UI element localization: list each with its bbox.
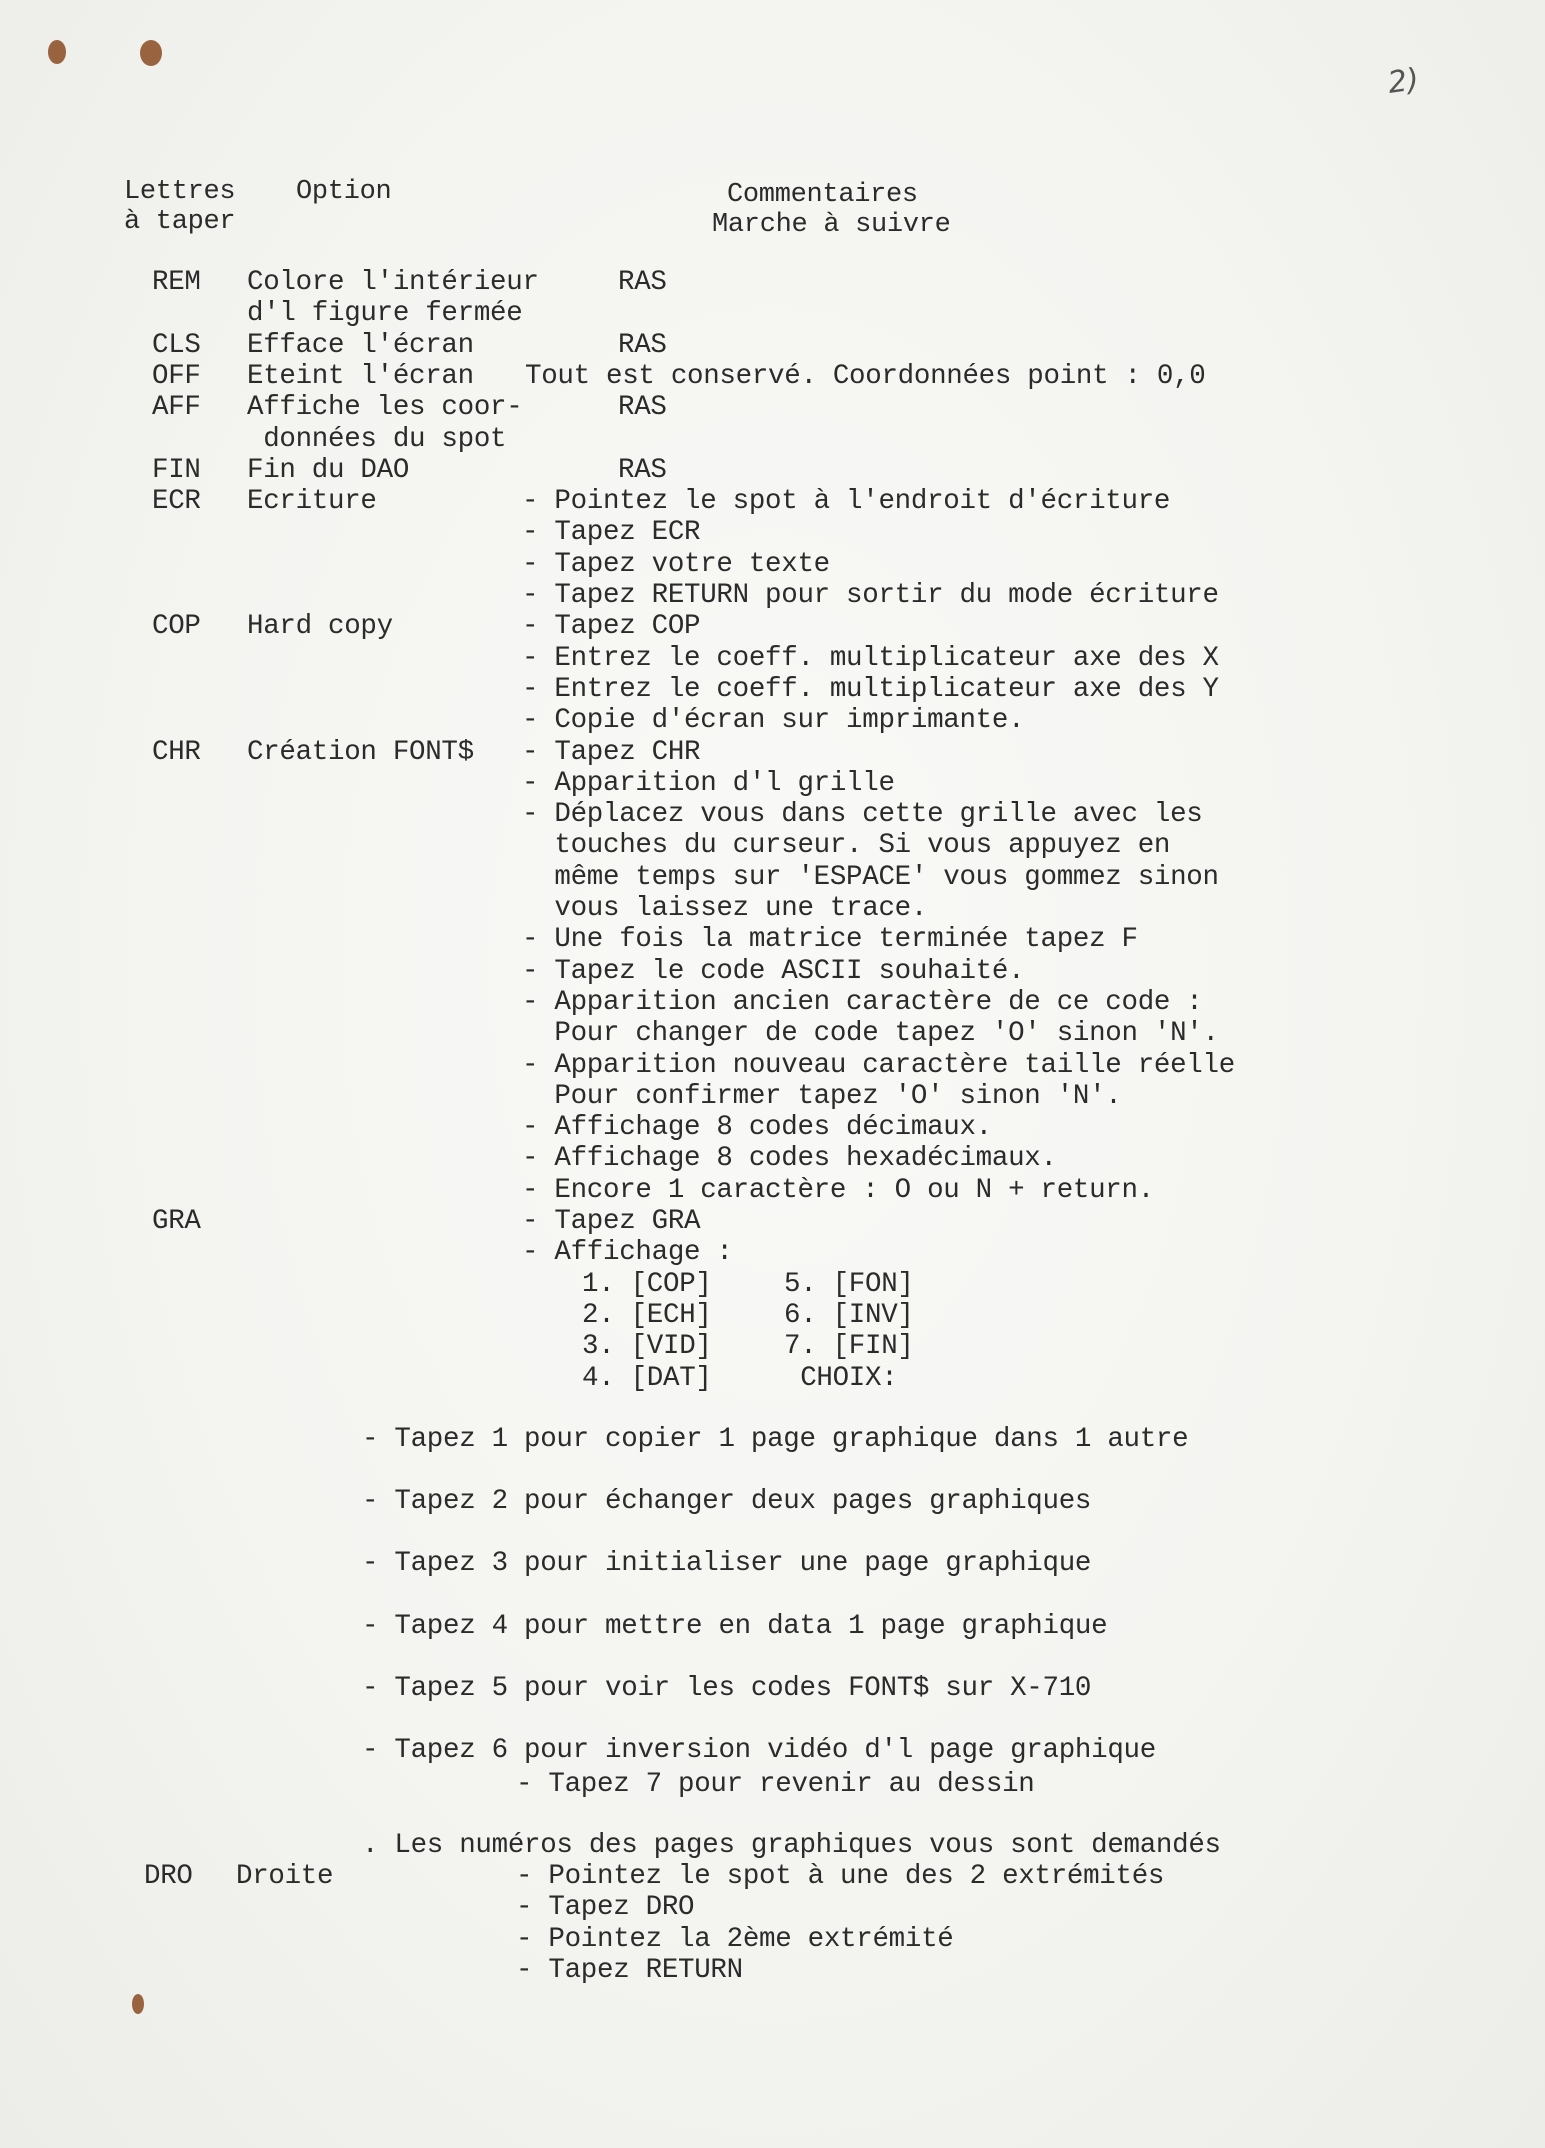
comment-text: - Tapez CHR — [522, 736, 701, 768]
page-number: 2) — [1385, 62, 1422, 101]
menu-option: CHOIX: — [784, 1362, 898, 1394]
comment-text: - Pointez le spot à l'endroit d'écriture — [522, 486, 1171, 518]
command-option: Efface l'écran — [247, 329, 474, 361]
menu-option: 6. [INV] — [784, 1299, 914, 1331]
command-code: COP — [152, 611, 201, 643]
dro-code: DRO — [144, 1861, 193, 1892]
menu-option: 3. [VID] — [582, 1331, 712, 1363]
command-option: Fin du DAO — [247, 454, 410, 486]
header-col1-line1: Lettres — [124, 177, 236, 207]
header-col3-line2: Marche à suivre — [712, 210, 951, 240]
comment-text: Pour changer de code tapez 'O' sinon 'N'. — [522, 1018, 1219, 1050]
command-option: données du spot — [247, 423, 507, 455]
command-option: Hard copy — [247, 611, 393, 643]
command-code: AFF — [152, 392, 201, 424]
dro-step: - Pointez la 2ème extrémité — [516, 1923, 954, 1955]
command-code: REM — [152, 267, 201, 298]
command-option: Création FONT$ — [247, 736, 474, 768]
command-option: Eteint l'écran — [247, 360, 474, 392]
command-option: d'l figure fermée — [247, 298, 523, 330]
command-option: Affiche les coor- — [247, 392, 523, 424]
dro-step: - Pointez le spot à une des 2 extrémités — [516, 1861, 1165, 1892]
comment-text: - Tapez RETURN pour sortir du mode écriture — [522, 580, 1219, 611]
menu-option: 4. [DAT] — [582, 1362, 712, 1394]
gra-step: - Tapez 2 pour échanger deux pages graphiques — [362, 1486, 1092, 1518]
comment-text: touches du curseur. Si vous appuyez en — [522, 830, 1171, 862]
comment-text: - Affichage : — [522, 1237, 733, 1269]
comment-text: Tout est conservé. Coordonnées point : 0,0 — [525, 360, 1206, 392]
comment-text: même temps sur 'ESPACE' vous gommez sinon — [522, 861, 1219, 893]
comment-text: - Tapez GRA — [522, 1206, 701, 1237]
header-col1-line2: à taper — [124, 207, 236, 237]
comment-text: - Affichage 8 codes décimaux. — [522, 1112, 992, 1144]
comment-text: - Copie d'écran sur imprimante. — [522, 705, 1025, 737]
gra-step: - Tapez 5 pour voir les codes FONT$ sur X-710 — [362, 1672, 1092, 1704]
menu-option: 1. [COP] — [582, 1268, 712, 1300]
stain-mark — [48, 40, 66, 64]
comment-text: - Apparition nouveau caractère taille réelle — [522, 1049, 1235, 1081]
comment-text: - Entrez le coeff. multiplicateur axe des Y — [522, 673, 1219, 705]
comment-text: Pour confirmer tapez 'O' sinon 'N'. — [522, 1080, 1122, 1112]
comment-text: - Une fois la matrice terminée tapez F — [522, 924, 1138, 956]
comment-ras: RAS — [618, 454, 667, 486]
header-col2: Option — [296, 177, 392, 207]
command-code: CHR — [152, 736, 201, 768]
gra-note: . Les numéros des pages graphiques vous sont demandés — [362, 1830, 1221, 1861]
comment-text: - Encore 1 caractère : O ou N + return. — [522, 1174, 1154, 1206]
menu-option: 7. [FIN] — [784, 1331, 914, 1363]
gra-step: - Tapez 4 pour mettre en data 1 page graphique — [362, 1610, 1108, 1642]
comment-text: - Tapez COP — [522, 611, 701, 643]
dro-option: Droite — [236, 1861, 334, 1892]
gra-step: - Tapez 6 pour inversion vidéo d'l page graphique — [362, 1735, 1156, 1766]
command-code: ECR — [152, 486, 201, 518]
comment-text: - Tapez ECR — [522, 517, 701, 549]
gra-return-step: - Tapez 7 pour revenir au dessin — [516, 1769, 1035, 1800]
command-code: GRA — [152, 1206, 201, 1237]
comment-text: - Affichage 8 codes hexadécimaux. — [522, 1143, 1057, 1175]
header-col3-line1: Commentaires — [727, 180, 918, 210]
comment-text: - Tapez votre texte — [522, 548, 830, 580]
gra-step: - Tapez 1 pour copier 1 page graphique dans 1 autre — [362, 1424, 1189, 1455]
dro-step: - Tapez DRO — [516, 1892, 695, 1924]
comment-text: - Entrez le coeff. multiplicateur axe des X — [522, 642, 1219, 674]
gra-step: - Tapez 3 pour initialiser une page graphique — [362, 1548, 1092, 1580]
dro-step: - Tapez RETURN — [516, 1954, 743, 1986]
command-code: OFF — [152, 360, 201, 392]
command-code: CLS — [152, 329, 201, 361]
command-option: Ecriture — [247, 486, 377, 518]
stain-mark — [140, 40, 162, 66]
comment-ras: RAS — [618, 392, 667, 424]
menu-option: 5. [FON] — [784, 1268, 914, 1300]
comment-text: - Apparition ancien caractère de ce code : — [522, 986, 1203, 1018]
comment-text: - Apparition d'l grille — [522, 767, 895, 799]
command-code: FIN — [152, 454, 201, 486]
comment-ras: RAS — [618, 329, 667, 361]
comment-text: vous laissez une trace. — [522, 893, 928, 924]
comment-text: - Tapez le code ASCII souhaité. — [522, 955, 1025, 987]
comment-ras: RAS — [618, 267, 667, 298]
stain-mark — [132, 1994, 144, 2014]
menu-option: 2. [ECH] — [582, 1299, 712, 1331]
comment-text: - Déplacez vous dans cette grille avec les — [522, 799, 1203, 831]
command-option: Colore l'intérieur — [247, 267, 539, 298]
